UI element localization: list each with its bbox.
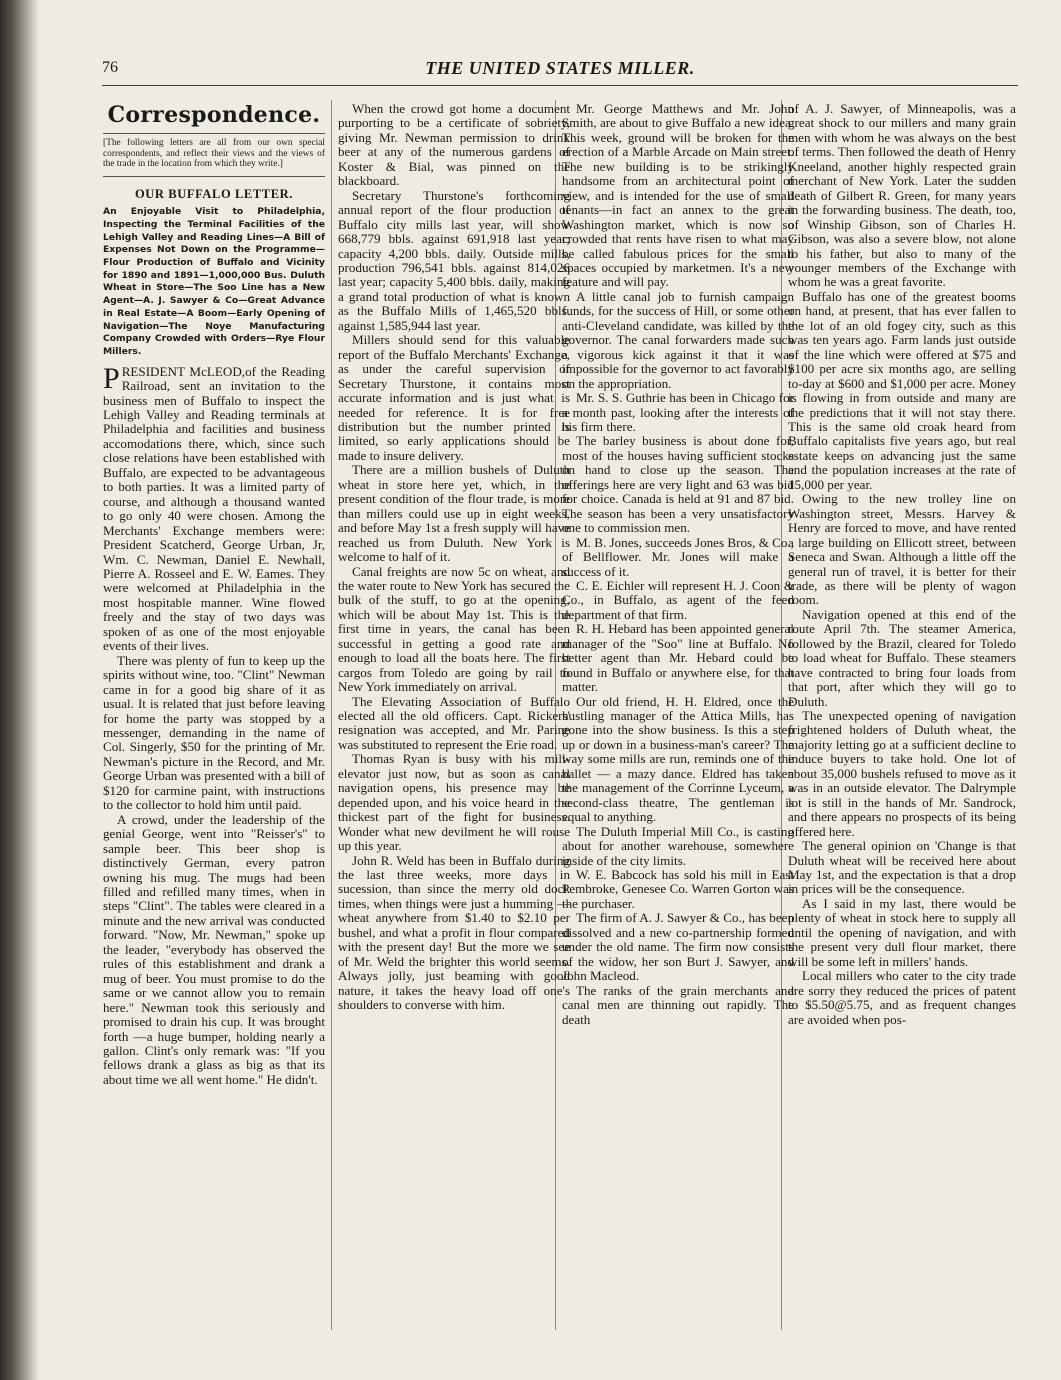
article-paragraph: Our old friend, H. H. Eldred, once the hustling manager of the Attica Mills, has gone into the show business. Is this a step up or down in a business-man's career? The way some mills are run, reminds one of the ballet — a mazy dance. Eldred has taken the management of the Corrinne Lyceum, a second-class theatre, The gentleman is equal to anything.: [562, 693, 794, 825]
article-paragraph: C. E. Eichler will represent H. J. Coon & Co., in Buffalo, as agent of the feed department of that firm.: [562, 577, 794, 622]
article-paragraph: Secretary Thurstone's forthcoming annual report of the flour production of Buffalo city mills last year, will show 668,779 bbls. against 691,918 last year; capacity 4,200 bbls. daily. Outside mills, production 796,541 bbls. against 814,026 last year; capacity 5,400 bbls. daily, making a grand total production of what is known as the Buffalo Mills of 1,465,520 bbls. against 1,585,944 last year.: [338, 187, 570, 333]
article-paragraph: The Elevating Association of Buffalo elected all the old officers. Capt. Rickers' resignation was accepted, and Mr. Parine was substituted to represent the Erie road.: [338, 693, 570, 752]
lead-text: RESIDENT McLEOD,of the Reading Railroad, sent an invitation to the business men of Buffalo to inspect the Lehigh Valley and Reading terminals at Philadelphia and facilities and business accomodations there, which, since such close relations have been established with Buffalo, are expected to be advantageous to both parties. It was a limited party of course, and although a thousand wanted to go only 40 were chosen. Among the Merchants' Exchange members were: President Scatcherd, George Urban, Jr, Wm. C. Newman, Daniel E. Newhall, Pierre A. Rosseel and E. W. Eames. They were welcomed at Philadelphia in the most hospitable manner. Wine flowed freely and the stay of two days was spoken of as one of the most enjoyable events of their lives.: [103, 363, 325, 654]
article-paragraph: The barley business is about done for, most of the houses having sufficient stocks on hand to close up the season. The offerings here are very light and 63 was bid for choice. Canada is held at 91 and 87 bid. The season has been a very unsatisfactory one to commission men.: [562, 433, 794, 536]
article-paragraph: Buffalo has one of the greatest booms on hand, at present, that has ever fallen to the lot of an old fogey city, such as this was ten years ago. Farm lands just outside of the line which were offered at $75 and $100 per acre six months ago, are selling to-day at $600 and $1,000 per acre. Money is flowing in from outside and many are the predictions that it will not stay there. This is the same old croak heard from Buffalo capitalists five years ago, but real estate keeps on advancing just the same and the population increases at the rate of 15,000 per year.: [788, 288, 1016, 492]
article-paragraph: of A. J. Sawyer, of Minneapolis, was a great shock to our millers and many grain men with whom he was always on the best of terms. Then followed the death of Henry Kneeland, another highly respected grain merchant of New York. Later the sudden death of Gilbert R. Green, for many years in the forwarding business. The death, too, of Winship Gibson, son of Charles H. Gibson, was also a severe blow, not alone to his father, but also to many of the younger members of the Exchange with whom he was a great favorite.: [788, 102, 1016, 290]
article-paragraph: Thomas Ryan is busy with his mill-elevator just now, but as soon as canal navigation opens, his presence may be depended upon, and his voice heard in the thickest part of the fight for business. Wonder what new devilment he will rouse up this year.: [338, 751, 570, 854]
article-paragraph: When the crowd got home a document purporting to be a certificate of sobriety, giving Mr. Newman permission to drink beer at any of the numerous gardens of Koster & Bial, was pinned on the blackboard.: [338, 102, 570, 189]
article-paragraph: There are a million bushels of Duluth wheat in store here yet, which, in the present condition of the flour trade, is more than millers could use up in eight weeks, and before May 1st a fresh supply will have reached us from Duluth. New York is welcome to half of it.: [338, 462, 570, 565]
section-title: Correspondence.: [107, 102, 321, 128]
title-rule: [103, 133, 325, 134]
article-paragraph: Owing to the new trolley line on Washington street, Messrs. Harvey & Henry are forced to move, and have rented a large building on Ellicott street, between Seneca and Swan. Although a little off the general run of travel, it is better for their trade, as there will be plenty of wagon room.: [788, 491, 1016, 608]
drop-cap: P: [103, 361, 120, 395]
article-paragraph: Millers should send for this valuable report of the Buffalo Merchants' Exchange, as under the careful supervision of Secretary Thurstone, it contains most accurate information and is just what is needed for reference. It is for free distribution but the number printed is limited, so early applications should be made to insure delivery.: [338, 332, 570, 463]
article-paragraph: A crowd, under the leadership of the genial George, went into "Reisser's" to sample beer. This beer shop is distinctively German, every patron owning his mug. The mugs had been filled and refilled many times, when in steps "Clint". The tables were cleared in a minute and the new arrival was conducted forward. "Now, Mr. Newman," spoke up the leader, "everybody has observed the rules of this establishment and drank a mug of beer. You must promise to do the same or we cannot allow you to remain here." Newman took this seriously and promised to drain his cup. It was brought forth —a huge bumper, holding nearly a gallon. Clint's only remark was: "If you fellows drank a glass as big as that its about time we all went home." He didn't.: [103, 811, 325, 1087]
article-paragraph: W. E. Babcock has sold his mill in East Pembroke, Genesee Co. Warren Gorton was the purchaser.: [562, 867, 794, 911]
article-paragraph: [103, 361, 325, 654]
article-paragraph: John R. Weld has been in Buffalo during the last three weeks, more days in sucession, than since the merry old dock times, when things were just a humming — wheat anywhere from $1.40 to $2.10 per bushel, and what a profit in flour compared with the present day! But the more we see of Mr. Weld the brighter this world seems. Always jolly, just beaming with good nature, it takes the heavy load off one's shoulders to converse with him.: [338, 852, 570, 1013]
article-paragraph: As I said in my last, there would be plenty of wheat in stock here to supply all until the opening of navigation, and with the present very dull flour market, there will be some left in millers' hands.: [788, 895, 1016, 969]
article-paragraph: The firm of A. J. Sawyer & Co., has been dissolved and a new co-partnership formed under the old name. The firm now consists of the widow, her son Burt J. Sawyer, and John Macleod.: [562, 910, 794, 984]
column-2: [338, 102, 570, 1352]
article-paragraph: The general opinion on 'Change is that Duluth wheat will be received here about May 1st, and the expectation is that a drop in prices will be the consequence.: [788, 838, 1016, 897]
column-divider: [331, 100, 332, 1330]
editorial-note: [The following letters are all from our own special correspondents, and reflect their views and the views of the trade in the location from which they write.]: [103, 138, 325, 170]
article-paragraph: Navigation opened at this end of the route April 7th. The steamer America, followed by the Brazil, cleared for Toledo to load wheat for Buffalo. These steamers have contracted to bring four loads from that port, after which they will go to Duluth.: [788, 606, 1016, 709]
article-paragraph: Local millers who cater to the city trade are sorry they reduced the prices of patent to $5.50@5.75, and as frequent changes are avoided when pos-: [788, 968, 1016, 1027]
page-header: [102, 57, 1018, 86]
letter-heading: OUR BUFFALO LETTER.: [134, 186, 294, 201]
column-3: [562, 102, 794, 1352]
article-paragraph: Canal freights are now 5c on wheat, and the water route to New York has secured the bulk of the stuff, to go at the opening, which will be about May 1st. This is the first time in years, the canal has been successful in getting a good rate and enough to load all the boats here. The first cargos from Toledo are going by rail to New York immediately on arrival.: [338, 563, 570, 695]
note-rule: [103, 176, 325, 177]
running-head: THE UNITED STATES MILLER.: [425, 58, 695, 78]
article-paragraph: There was plenty of fun to keep up the spirits without wine, too. "Clint" Newman came in for a good big share of it as usual. It is related that just before leaving for home the party was stopped by a messenger, demanding in the name of Col. Singerly, $50 for the printing of Mr. Newman's picture in the Record, and Mr. George Urban was presented with a bill of $120 for carmine paint, with instructions to the collector to hold him until paid.: [103, 652, 325, 813]
article-paragraph: The unexpected opening of navigation frightened holders of Duluth wheat, the majority letting go at a sufficient decline to induce buyers to take hold. One lot of about 35,000 bushels refused to move as it was in an outside elevator. The Dalrymple lot is still in the hands of Mr. Sandrock, and there appears no prospects of its being offered here.: [788, 708, 1016, 839]
article-paragraph: M. B. Jones, succeeds Jones Bros, & Co., of Bellflower. Mr. Jones will make a success of it.: [562, 534, 794, 579]
article-paragraph: Mr. George Matthews and Mr. John Smith, are about to give Buffalo a new idea. This week, ground will be broken for the erection of a Marble Arcade on Main street. The new building is to be strikingly handsome from an architectural point of view, and is intended for the use of small tenants—in fact an annex to the great Washington market, which is now so crowded that rents have risen to what may be called fabulous prices for the small spaces occupied by marketmen. It's a new feature and will pay.: [562, 102, 794, 290]
column-1: [103, 102, 325, 1352]
article-paragraph: The ranks of the grain merchants and canal men are thinning out rapidly. The death: [562, 982, 794, 1027]
article-paragraph: Mr. S. S. Guthrie has been in Chicago for a month past, looking after the interests of his firm there.: [562, 390, 794, 434]
page-number: 76: [102, 59, 118, 76]
article-paragraph: R. H. Hebard has been appointed general manager of the "Soo" line at Buffalo. No better agent than Mr. Hebard could be found in Buffalo or anywhere else, for that matter.: [562, 621, 794, 695]
column-4: [788, 102, 1016, 1352]
article-paragraph: The Duluth Imperial Mill Co., is casting about for another warehouse, somewhere inside of the city limits.: [562, 823, 794, 868]
article-paragraph: A little canal job to furnish campaign funds, for the success of Hill, or some other anti-Cleveland candidate, was killed by the governor. The canal forwarders made such a vigorous kick against it that it was impossible for the governor to act favorably on the appropriation.: [562, 288, 794, 391]
page-binding-edge: [0, 0, 40, 1380]
article-subheads: An Enjoyable Visit to Philadelphia, Inspecting the Terminal Facilities of the Lehigh Valley and Reading Lines—A Bill of Expenses Not Down on the Programme—Flour Production of Buffalo and Vicinity for 1890 and 1891—1,000,000 Bus. Duluth Wheat in Store—The Soo Line has a New Agent—A. J. Sawyer & Co—Great Advance in Real Estate—A Boom—Early Opening of Navigation—The Noye Manufacturing Company Crowded with Orders—Rye Flour Millers.: [103, 206, 325, 357]
